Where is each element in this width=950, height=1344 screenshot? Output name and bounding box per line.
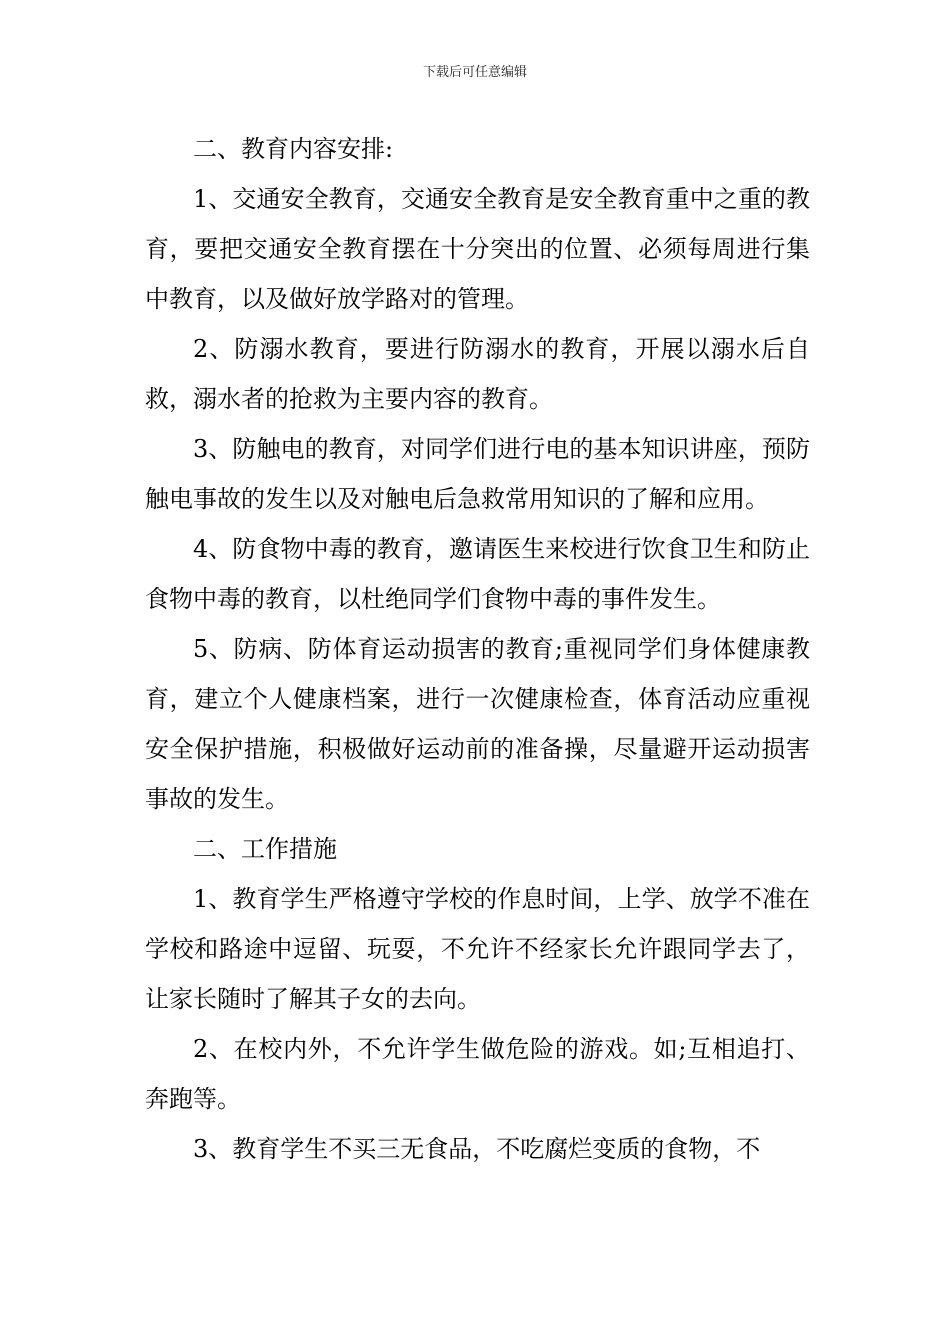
paragraph-dangerous-games: 2、在校内外，不允许学生做危险的游戏。如;互相追打、奔跑等。: [145, 1035, 810, 1113]
paragraph-sports-injury-prevention: 5、防病、防体育运动损害的教育;重视同学们身体健康教育，建立个人健康档案，进行一次健康检查，体育活动应重视安全保护措施，积极做好运动前的准备操，尽量避开运动损害事故的发生。: [145, 635, 810, 813]
section-heading-education-content: 二、教育内容安排:: [193, 135, 394, 163]
document-body: [145, 124, 810, 1174]
paragraph-school-schedule: 1、教育学生严格遵守学校的作息时间，上学、放学不准在学校和路途中逗留、玩耍，不允许不经家长允许跟同学去了，让家长随时了解其子女的去向。: [145, 885, 810, 1013]
paragraph-food-poisoning-prevention: 4、防食物中毒的教育，邀请医生来校进行饮食卫生和防止食物中毒的教育，以杜绝同学们食物中毒的事件发生。: [145, 535, 810, 613]
paragraph-food-safety: 3、教育学生不买三无食品，不吃腐烂变质的食物，不: [193, 1135, 761, 1163]
section-heading-work-measures: 二、工作措施: [193, 835, 337, 863]
paragraph-traffic-safety: 1、交通安全教育，交通安全教育是安全教育重中之重的教育，要把交通安全教育摆在十分突出的位置、必须每周进行集中教育，以及做好放学路对的管理。: [145, 185, 810, 313]
page-header: 下载后可任意编辑: [422, 65, 527, 80]
paragraph-electric-shock-prevention: 3、防触电的教育，对同学们进行电的基本知识讲座，预防触电事故的发生以及对触电后急救常用知识的了解和应用。: [145, 435, 810, 513]
paragraph-drowning-prevention: 2、防溺水教育，要进行防溺水的教育，开展以溺水后自救，溺水者的抢救为主要内容的教育。: [145, 335, 810, 413]
